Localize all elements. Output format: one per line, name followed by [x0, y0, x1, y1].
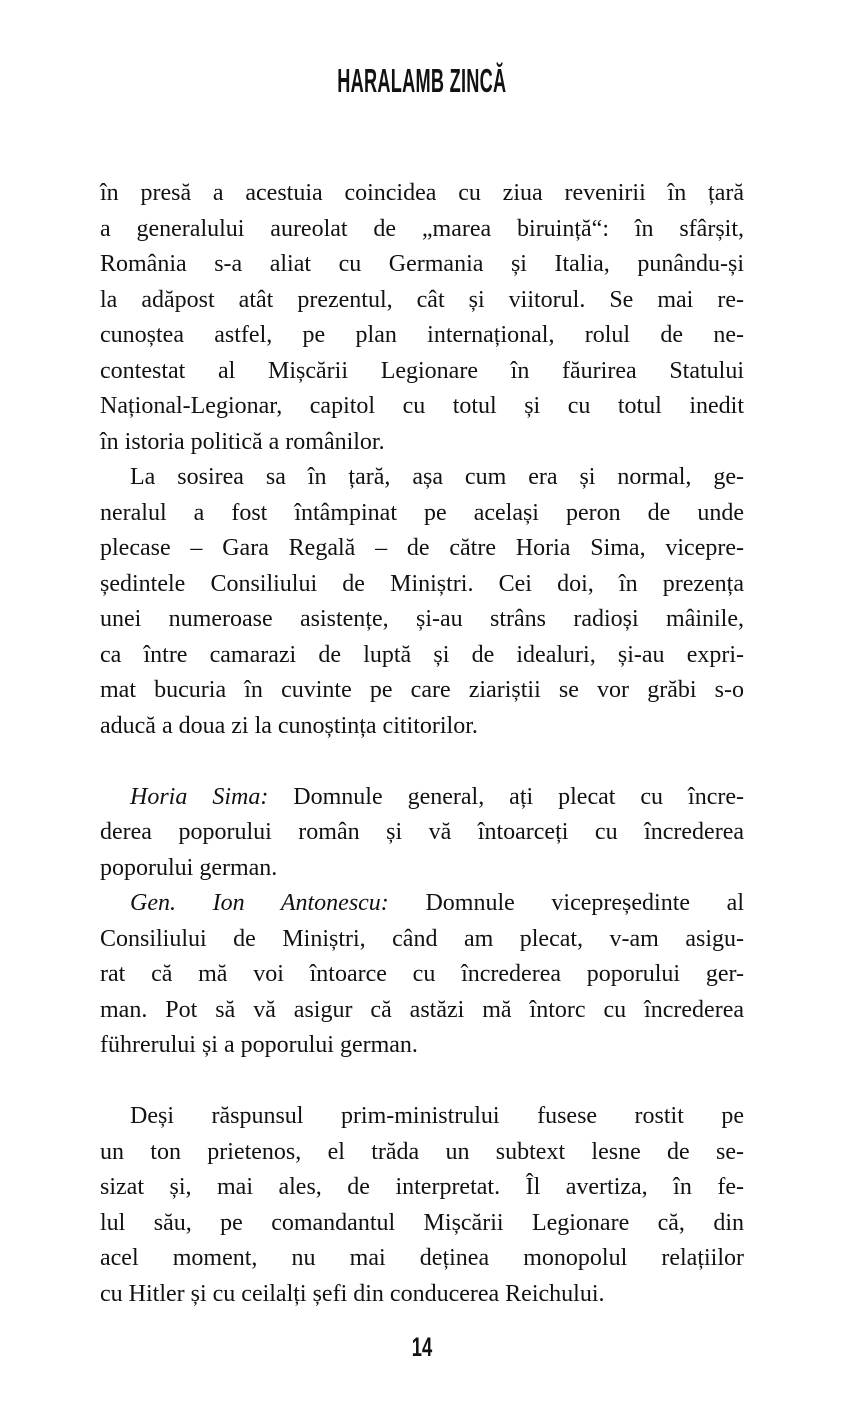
text-line: Gen. Ion Antonescu: Domnule vicepreședinte al	[130, 890, 744, 916]
text-line: mat bucuria în cuvinte pe care ziariștii se vor grăbi s-o	[100, 677, 744, 703]
paragraph	[100, 460, 744, 744]
paragraph	[100, 780, 744, 887]
text-line: a generalului aureolat de „marea biruință“: în sfârșit,	[100, 215, 744, 242]
text-line: acel moment, nu mai deținea monopolul relațiilor	[100, 1245, 744, 1271]
author-name: HARALAMB ZINCĂ	[337, 62, 507, 99]
running-header	[100, 64, 744, 97]
text-line: în istoria politică a românilor.	[100, 428, 385, 455]
text-line: Deși răspunsul prim-ministrului fusese rostit pe	[130, 1103, 744, 1129]
page-number: 14	[411, 1332, 433, 1362]
text-line: aducă a doua zi la cunoștința cititorilor.	[100, 712, 478, 739]
text-line: cu Hitler și cu ceilalți șefi din conducerea Reichului.	[100, 1280, 605, 1307]
text-line: ședintele Consiliului de Miniștri. Cei doi, în prezența	[100, 570, 744, 597]
text-line: cunoștea astfel, pe plan internațional, rolul de ne-	[100, 322, 744, 348]
text-line: führerului și a poporului german.	[100, 1032, 418, 1058]
text-line: lul său, pe comandantul Mișcării Legionare că, din	[100, 1209, 744, 1236]
text-line: neralul a fost întâmpinat pe același peron de unde	[100, 499, 744, 526]
text-line: Național-Legionar, capitol cu totul și cu totul inedit	[100, 393, 744, 419]
text-line: poporului german.	[100, 854, 278, 881]
paragraph	[100, 886, 744, 1064]
text-line: la adăpost atât prezentul, cât și viitorul. Se mai re-	[100, 286, 744, 313]
text-line: ca între camarazi de luptă și de idealuri, și-au expri-	[100, 641, 744, 668]
paragraph	[100, 1099, 744, 1312]
text-line: La sosirea sa în țară, așa cum era și normal, ge-	[130, 464, 744, 490]
speaker-name: Gen. Ion Antonescu:	[130, 890, 389, 916]
page-footer	[100, 1334, 744, 1361]
paragraph	[100, 176, 744, 460]
speaker-name: Horia Sima:	[130, 783, 269, 810]
text-line: contestat al Mișcării Legionare în făurirea Statului	[100, 357, 744, 384]
text-line: plecase – Gara Regală – de către Horia Sima, vicepre-	[100, 535, 744, 561]
page-body	[100, 176, 744, 1312]
text-line: sizat și, mai ales, de interpretat. Îl avertiza, în fe-	[100, 1174, 744, 1200]
text-line: derea poporului român și vă întoarceți cu încrederea	[100, 819, 744, 845]
text-line: România s-a aliat cu Germania și Italia, punându-și	[100, 251, 744, 277]
text-line: rat că mă voi întoarce cu încrederea poporului ger-	[100, 961, 744, 987]
text-line: Horia Sima: Domnule general, ați plecat cu încre-	[130, 783, 744, 810]
text-line: Consiliului de Miniștri, când am plecat, v-am asigu-	[100, 925, 744, 952]
text-line: în presă a acestuia coincidea cu ziua revenirii în țară	[100, 180, 744, 206]
text-line: unei numeroase asistențe, și-au strâns radioși mâinile,	[100, 606, 744, 632]
text-line: un ton prietenos, el trăda un subtext lesne de se-	[100, 1138, 744, 1165]
text-line: man. Pot să vă asigur că astăzi mă întorc cu încrederea	[100, 996, 744, 1023]
